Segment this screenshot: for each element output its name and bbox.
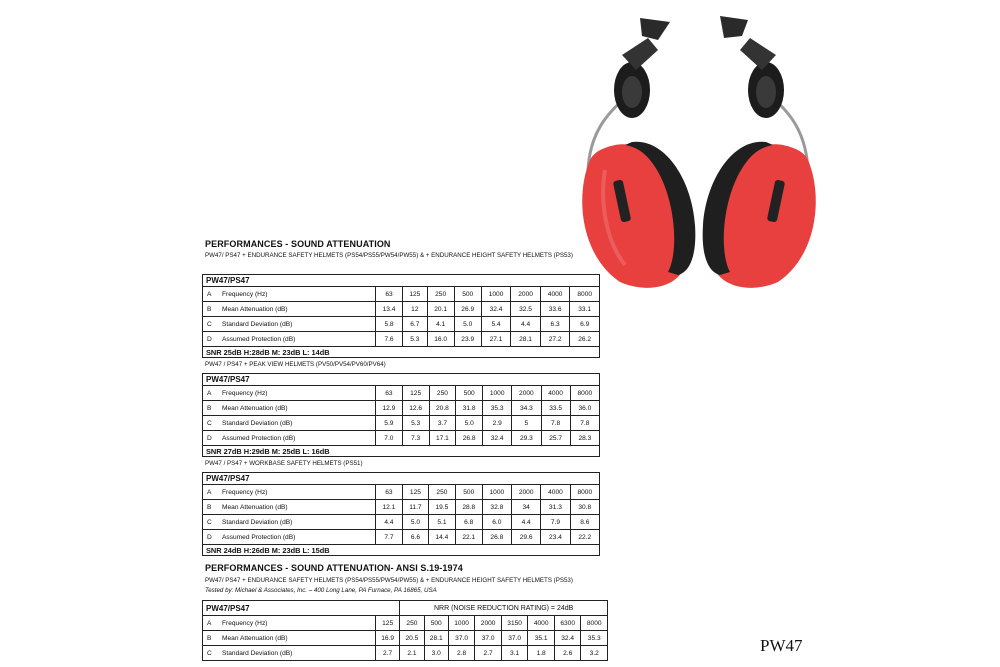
table-cell: 2000 [475, 616, 502, 631]
table-cell: 2.9 [483, 416, 512, 431]
table-cell: 32.4 [483, 431, 512, 446]
table-cell: 7.0 [376, 431, 403, 446]
table-cell: 12.9 [376, 401, 403, 416]
table-cell: 6.9 [570, 317, 600, 332]
table-cell: 37.0 [475, 631, 502, 646]
snr-rating: SNR 25dB H:28dB M: 23dB L: 14dB [203, 347, 600, 358]
table-cell: 3150 [501, 616, 528, 631]
row-key: D [203, 332, 220, 347]
table-cell: 14.4 [429, 530, 456, 545]
tested-by-note: Tested by: Michael & Associates, Inc. – 400 Long Lane, PA Furnace, PA 16865, USA [205, 587, 437, 594]
table-cell: 5.4 [481, 317, 511, 332]
table-cell: 250 [427, 287, 454, 302]
table-cell: 36.0 [570, 401, 599, 416]
table-cell: 35.3 [581, 631, 608, 646]
table-cell: 35.3 [483, 401, 512, 416]
table-model: PW47/PS47 [203, 374, 600, 386]
row-key: C [203, 416, 220, 431]
table-cell: 4000 [541, 386, 570, 401]
table-cell: 32.4 [481, 302, 511, 317]
left-helmet-clip [614, 18, 670, 118]
table-cell: 1.8 [528, 646, 555, 661]
table-cell: 28.1 [424, 631, 448, 646]
table-cell: 250 [429, 386, 456, 401]
table-cell: 1000 [482, 485, 511, 500]
table-cell: 32.8 [482, 500, 511, 515]
row-key: C [203, 317, 220, 332]
table-cell: 2.1 [400, 646, 424, 661]
table-cell: 8000 [570, 485, 599, 500]
table-cell: 20.1 [427, 302, 454, 317]
table-cell: 3.2 [581, 646, 608, 661]
table-cell: 28.3 [570, 431, 599, 446]
table-cell: 8000 [581, 616, 608, 631]
table-cell: 2000 [511, 287, 541, 302]
table-cell: 2000 [512, 485, 541, 500]
table-cell: 4000 [541, 485, 570, 500]
row-key: B [203, 631, 220, 646]
table-cell: 1000 [448, 616, 475, 631]
table-cell: 7.8 [541, 416, 570, 431]
table-cell: 5.3 [403, 332, 428, 347]
table-cell: 125 [376, 616, 400, 631]
table-model: PW47/PS47 [203, 275, 600, 287]
table-cell: 31.8 [456, 401, 483, 416]
nrr-rating: NRR (NOISE REDUCTION RATING) = 24dB [400, 601, 608, 616]
right-helmet-clip [720, 16, 784, 118]
product-code: PW47 [760, 636, 803, 655]
row-key: A [203, 485, 220, 500]
table-cell: 2.6 [554, 646, 581, 661]
table-cell: 4.4 [376, 515, 403, 530]
table-cell: 6.3 [540, 317, 570, 332]
table-cell: 26.8 [482, 530, 511, 545]
table-cell: 3.1 [501, 646, 528, 661]
table-cell: 31.3 [541, 500, 570, 515]
table-cell: 34.3 [512, 401, 541, 416]
table-cell: 5.0 [402, 515, 428, 530]
section-2-subtitle: PW47/ PS47 + ENDURANCE SAFETY HELMETS (PS54/PS55/PW54/PW55) & + ENDURANCE HEIGHT SAFETY HELMETS (PS53) [205, 577, 573, 584]
snr-rating: SNR 24dB H:26dB M: 23dB L: 15dB [203, 545, 600, 556]
row-label: Mean Attenuation (dB) [219, 302, 376, 317]
left-earcup [582, 142, 695, 288]
ear-defender-image [570, 10, 830, 295]
table-cell: 32.5 [511, 302, 541, 317]
table-cell: 16.0 [427, 332, 454, 347]
table-cell: 4.4 [512, 515, 541, 530]
row-key: B [203, 302, 220, 317]
table-cell: 11.7 [402, 500, 428, 515]
table-cell: 12 [403, 302, 428, 317]
table-cell: 5 [512, 416, 541, 431]
table-cell: 12.6 [402, 401, 429, 416]
table-cell: 27.1 [481, 332, 511, 347]
table-cell: 7.8 [570, 416, 599, 431]
row-label: Standard Deviation (dB) [219, 515, 376, 530]
table-cell: 63 [376, 485, 403, 500]
table-cell: 37.0 [448, 631, 475, 646]
table-3-subtitle: PW47 / PS47 + WORKBASE SAFETY HELMETS (PS51) [205, 460, 363, 467]
table-cell: 26.8 [456, 431, 483, 446]
table-cell: 29.6 [512, 530, 541, 545]
table-cell: 500 [455, 485, 482, 500]
attenuation-table-2 [202, 373, 600, 457]
row-label: Mean Attenuation (dB) [219, 500, 376, 515]
table-cell: 2.7 [475, 646, 502, 661]
table-cell: 3.7 [429, 416, 456, 431]
table-cell: 28.1 [511, 332, 541, 347]
table-cell: 33.5 [541, 401, 570, 416]
table-cell: 1000 [483, 386, 512, 401]
table-cell: 500 [456, 386, 483, 401]
table-cell: 3.0 [424, 646, 448, 661]
table-cell: 5.0 [456, 416, 483, 431]
row-label: Frequency (Hz) [219, 616, 376, 631]
table-cell: 5.0 [454, 317, 481, 332]
row-label: Mean Attenuation (dB) [219, 401, 376, 416]
table-cell: 6300 [554, 616, 581, 631]
table-cell: 500 [454, 287, 481, 302]
row-label: Frequency (Hz) [219, 287, 376, 302]
attenuation-table-1 [202, 274, 600, 358]
table-cell: 250 [429, 485, 456, 500]
table-cell: 500 [424, 616, 448, 631]
row-key: A [203, 616, 220, 631]
row-label: Assumed Protection (dB) [219, 530, 376, 545]
table-cell: 4.4 [511, 317, 541, 332]
row-label: Assumed Protection (dB) [219, 332, 376, 347]
table-cell: 29.3 [512, 431, 541, 446]
table-cell: 33.6 [540, 302, 570, 317]
table-cell: 12.1 [376, 500, 403, 515]
row-key: C [203, 646, 220, 661]
table-cell: 20.8 [429, 401, 456, 416]
table-cell: 250 [400, 616, 424, 631]
row-label: Standard Deviation (dB) [219, 317, 376, 332]
table-cell: 2.8 [448, 646, 475, 661]
section-1-subtitle: PW47/ PS47 + ENDURANCE SAFETY HELMETS (PS54/PS55/PW54/PW55) & + ENDURANCE HEIGHT SAFETY HELMETS (PS53) [205, 252, 573, 259]
table-cell: 5.9 [376, 416, 403, 431]
table-cell: 25.7 [541, 431, 570, 446]
table-cell: 7.6 [376, 332, 403, 347]
table-cell: 13.4 [376, 302, 403, 317]
row-label: Frequency (Hz) [219, 386, 376, 401]
row-key: C [203, 515, 220, 530]
table-cell: 6.6 [402, 530, 428, 545]
row-key: A [203, 386, 220, 401]
table-cell: 7.9 [541, 515, 570, 530]
table-cell: 16.9 [376, 631, 400, 646]
table-cell: 8.6 [570, 515, 599, 530]
table-cell: 30.8 [570, 500, 599, 515]
table-model: PW47/PS47 [203, 601, 400, 616]
row-key: A [203, 287, 220, 302]
table-cell: 125 [402, 386, 429, 401]
table-cell: 8000 [570, 287, 600, 302]
row-label: Frequency (Hz) [219, 485, 376, 500]
table-cell: 26.9 [454, 302, 481, 317]
table-cell: 6.7 [403, 317, 428, 332]
row-key: D [203, 431, 220, 446]
table-cell: 33.1 [570, 302, 600, 317]
table-model: PW47/PS47 [203, 473, 600, 485]
table-cell: 32.4 [554, 631, 581, 646]
table-cell: 23.9 [454, 332, 481, 347]
row-key: D [203, 530, 220, 545]
table-cell: 5.8 [376, 317, 403, 332]
section-2-title: PERFORMANCES - SOUND ATTENUATION- ANSI S.19-1974 [205, 563, 463, 573]
row-label: Standard Deviation (dB) [219, 416, 376, 431]
table-cell: 4000 [528, 616, 555, 631]
table-cell: 22.1 [455, 530, 482, 545]
table-2-subtitle: PW47 / PS47 + PEAK VIEW HELMETS (PV50/PV54/PV60/PV64) [205, 361, 386, 368]
table-cell: 6.0 [482, 515, 511, 530]
table-cell: 5.3 [402, 416, 429, 431]
table-cell: 125 [402, 485, 428, 500]
row-key: B [203, 401, 220, 416]
table-cell: 2000 [512, 386, 541, 401]
table-cell: 4.1 [427, 317, 454, 332]
table-cell: 63 [376, 386, 403, 401]
attenuation-table-3 [202, 472, 600, 556]
table-cell: 27.2 [540, 332, 570, 347]
table-cell: 34 [512, 500, 541, 515]
table-cell: 17.1 [429, 431, 456, 446]
table-cell: 35.1 [528, 631, 555, 646]
table-cell: 2.7 [376, 646, 400, 661]
table-cell: 7.3 [402, 431, 429, 446]
table-cell: 26.2 [570, 332, 600, 347]
attenuation-table-ansi [202, 600, 608, 661]
table-cell: 63 [376, 287, 403, 302]
table-cell: 19.5 [429, 500, 456, 515]
table-cell: 6.8 [455, 515, 482, 530]
table-cell: 37.0 [501, 631, 528, 646]
table-cell: 1000 [481, 287, 511, 302]
table-cell: 8000 [570, 386, 599, 401]
right-earcup [703, 142, 816, 288]
snr-rating: SNR 27dB H:29dB M: 25dB L: 16dB [203, 446, 600, 457]
row-label: Standard Deviation (dB) [219, 646, 376, 661]
table-cell: 125 [403, 287, 428, 302]
table-cell: 28.8 [455, 500, 482, 515]
table-cell: 7.7 [376, 530, 403, 545]
table-cell: 22.2 [570, 530, 599, 545]
table-cell: 23.4 [541, 530, 570, 545]
table-cell: 4000 [540, 287, 570, 302]
row-label: Mean Attenuation (dB) [219, 631, 376, 646]
row-label: Assumed Protection (dB) [219, 431, 376, 446]
table-cell: 5.1 [429, 515, 456, 530]
section-1-title: PERFORMANCES - SOUND ATTENUATION [205, 239, 391, 249]
table-cell: 20.5 [400, 631, 424, 646]
row-key: B [203, 500, 220, 515]
